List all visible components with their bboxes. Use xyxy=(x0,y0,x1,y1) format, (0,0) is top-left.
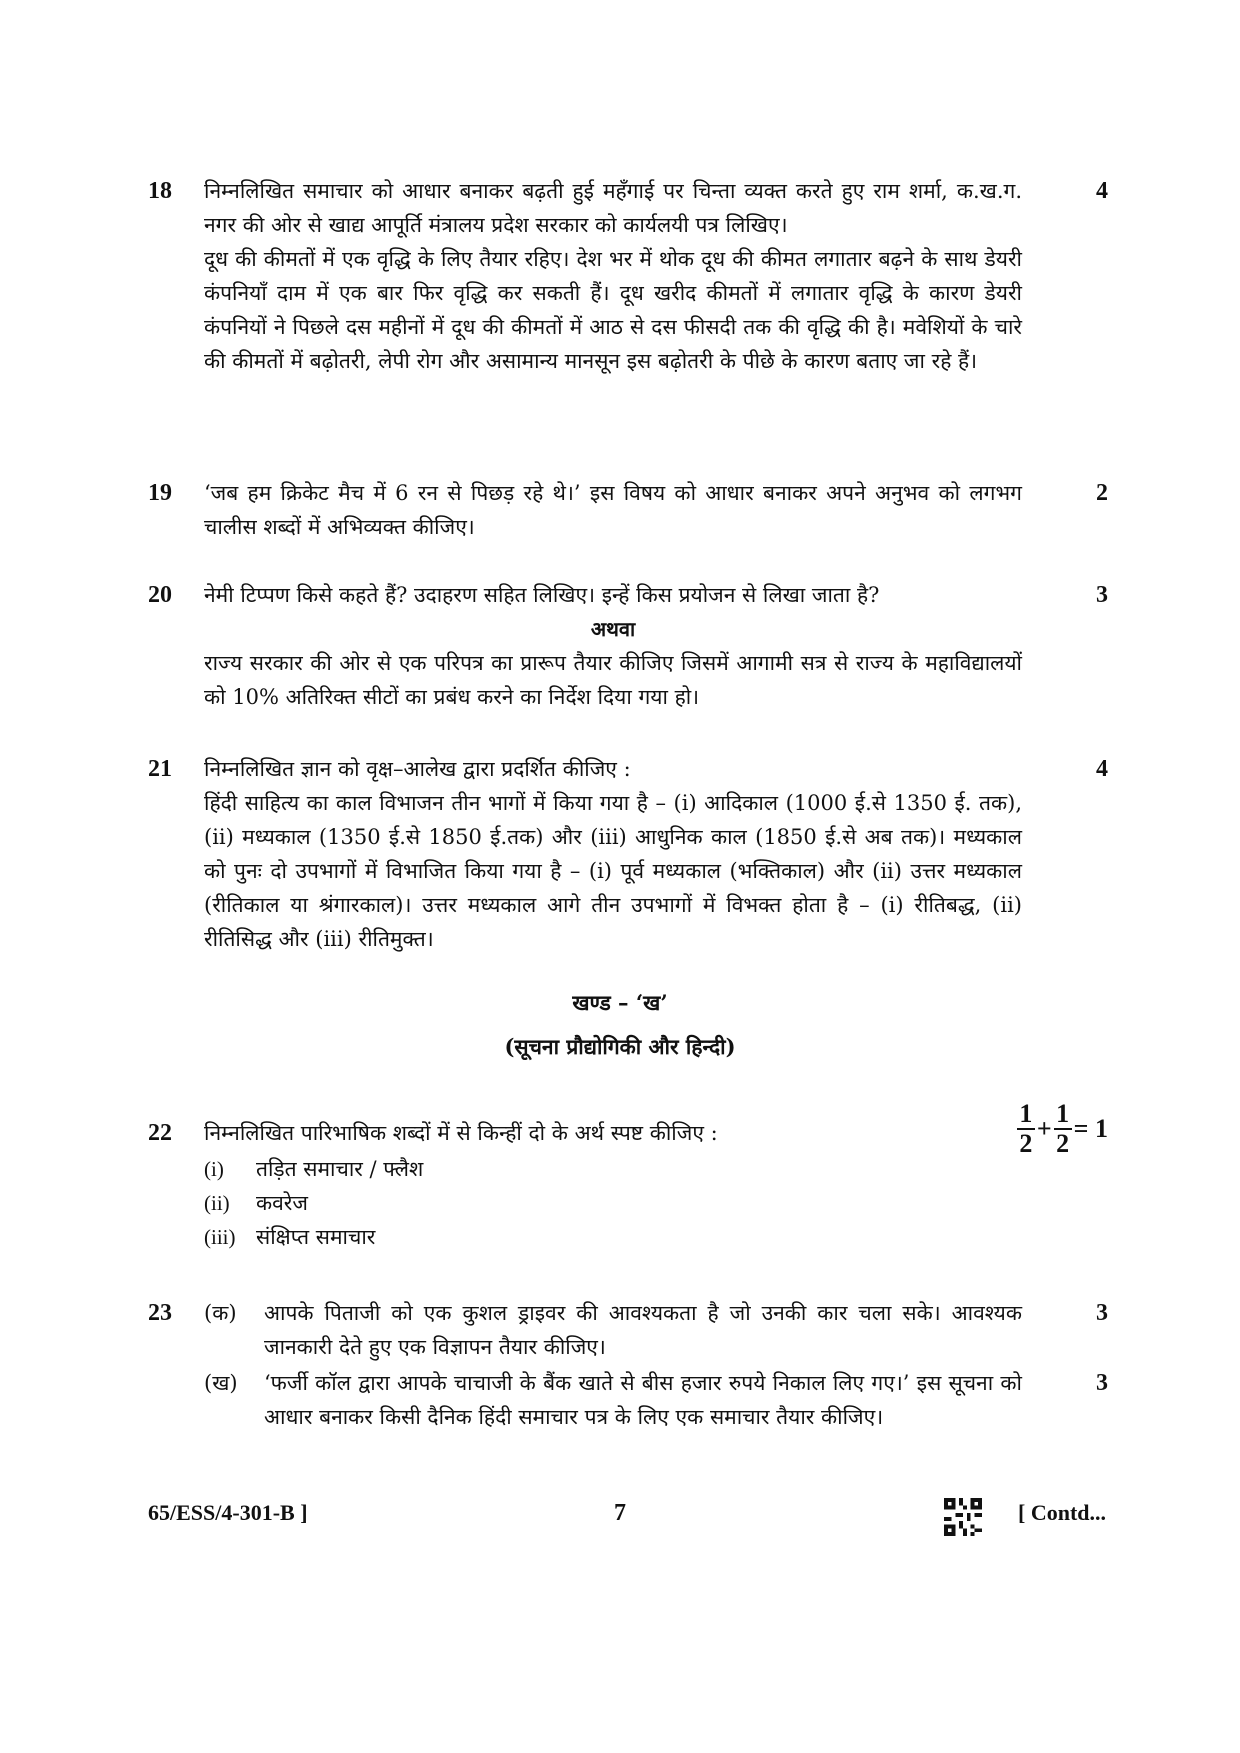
question-part-ka xyxy=(204,1296,1108,1364)
question-body xyxy=(204,1116,1022,1254)
qr-code-icon xyxy=(944,1498,982,1536)
continued-label: [ Contd... xyxy=(1018,1500,1107,1525)
question-marks: 3 xyxy=(1096,582,1108,608)
fraction-denominator: 2 xyxy=(1056,1129,1070,1158)
question-body xyxy=(204,174,1022,378)
question-marks: 4 xyxy=(1096,756,1108,782)
question-passage: हिंदी साहित्य का काल विभाजन तीन भागों में किया गया है – (i) आदिकाल (1000 ई.से 1350 ई. तक), (ii) मध्यकाल (1350 ई.से 1850 ई.तक) और (iii) आधुनिक काल (1850 ई.से अब तक)। मध्यकाल को पुनः दो उपभागों में विभाजित किया गया है – (i) पूर्व मध्यकाल (भक्तिकाल) और (ii) उत्तर मध्यकाल (रीतिकाल या श्रंगारकाल)। उत्तर मध्यकाल आगे तीन उपभागों में विभक्त होता है – (i) रीतिबद्ध, (ii) रीतिसिद्ध और (iii) रीतिमुक्त। xyxy=(204,791,1022,951)
paper-code: 65/ESS/4-301-B ] xyxy=(148,1500,308,1525)
fraction xyxy=(1054,1100,1072,1158)
question-number: 19 xyxy=(148,480,172,506)
question-passage: दूध की कीमतों में एक वृद्धि के लिए तैयार रहिए। देश भर में थोक दूध की कीमत लगातार बढ़ने के साथ डेयरी कंपनियाँ दाम में एक बार फिर वृद्धि कर सकती हैं। दूध खरीद कीमतों में लगातार वृद्धि के कारण डेयरी कंपनियों ने पिछले दस महीनों में दूध की कीमतों में आठ से दस फीसदी तक की वृद्धि की है। मवेशियों के चारे की कीमतों में बढ़ोतरी, लेपी रोग और असामान्य मानसून इस बढ़ोतरी के पीछे के कारण बताए जा रहे हैं। xyxy=(204,247,1022,373)
plus-sign: + xyxy=(1036,1114,1052,1143)
terms-list xyxy=(204,1152,1022,1254)
section-title: खण्ड – ‘ख’ xyxy=(572,990,668,1015)
question-text: नेमी टिप्पण किसे कहते हैं? उदाहरण सहित लिखिए। इन्हें किस प्रयोजन से लिखा जाता है? xyxy=(204,583,880,607)
part-marks: 3 xyxy=(1096,1370,1108,1396)
question-part-kha xyxy=(204,1366,1108,1434)
or-label: अथवा xyxy=(590,617,636,641)
item-term: कवरेज xyxy=(256,1191,308,1215)
fraction-marks xyxy=(1017,1100,1108,1158)
question-number: 22 xyxy=(148,1120,172,1146)
part-label: (क) xyxy=(204,1301,237,1325)
question-text: ‘जब हम क्रिकेट मैच में 6 रन से पिछड़ रहे थे।’ इस विषय को आधार बनाकर अपने अनुभव को लगभग चालीस शब्दों में अभिव्यक्त कीजिए। xyxy=(204,481,1022,539)
list-item xyxy=(204,1186,1022,1220)
item-numeral: (i) xyxy=(204,1157,224,1181)
fraction-numerator: 1 xyxy=(1019,1099,1033,1128)
fraction-denominator: 2 xyxy=(1019,1129,1033,1158)
page-number: 7 xyxy=(614,1500,626,1526)
item-term: संक्षिप्त समाचार xyxy=(256,1225,376,1249)
part-marks: 3 xyxy=(1096,1300,1108,1326)
question-text: निम्नलिखित पारिभाषिक शब्दों में से किन्हीं दो के अर्थ स्पष्ट कीजिए : xyxy=(204,1121,718,1145)
question-text: निम्नलिखित समाचार को आधार बनाकर बढ़ती हुई महँगाई पर चिन्ता व्यक्त करते हुए राम शर्मा, क.ख.ग. नगर की ओर से खाद्य आपूर्ति मंत्रालय प्रदेश सरकार को कार्यलयी पत्र लिखिए। xyxy=(204,179,1022,237)
question-body xyxy=(204,1296,1108,1434)
question-body xyxy=(204,752,1022,956)
question-marks: 2 xyxy=(1096,480,1108,506)
part-label: (ख) xyxy=(204,1371,238,1395)
list-item xyxy=(204,1152,1022,1186)
part-text: ‘फर्जी कॉल द्वारा आपके चाचाजी के बैंक खाते से बीस हजार रुपये निकाल लिए गए।’ इस सूचना को आधार बनाकर किसी दैनिक हिंदी समाचार पत्र के लिए एक समाचार तैयार कीजिए। xyxy=(264,1371,1022,1429)
section-subtitle: (सूचना प्रौद्योगिकी और हिन्दी) xyxy=(504,1034,736,1059)
question-number: 21 xyxy=(148,756,172,782)
part-text: आपके पिताजी को एक कुशल ड्राइवर की आवश्यकता है जो उनकी कार चला सके। आवश्यक जानकारी देते हुए एक विज्ञापन तैयार कीजिए। xyxy=(264,1301,1022,1359)
question-number: 20 xyxy=(148,582,172,608)
list-item xyxy=(204,1220,1022,1254)
question-body xyxy=(204,578,1022,714)
question-text: निम्नलिखित ज्ञान को वृक्ष–आलेख द्वारा प्रदर्शित कीजिए : xyxy=(204,757,631,781)
alternative-question: राज्य सरकार की ओर से एक परिपत्र का प्रारूप तैयार कीजिए जिसमें आगामी सत्र से राज्य के महाविद्यालयों को 10% अतिरिक्त सीटों का प्रबंध करने का निर्देश दिया गया हो। xyxy=(204,651,1022,709)
question-body xyxy=(204,476,1022,544)
item-term: तड़ित समाचार / फ्लैश xyxy=(256,1157,424,1181)
item-numeral: (iii) xyxy=(204,1225,236,1249)
item-numeral: (ii) xyxy=(204,1191,230,1215)
question-number: 18 xyxy=(148,178,172,204)
question-number: 23 xyxy=(148,1300,172,1326)
marks-total: = 1 xyxy=(1073,1114,1108,1143)
question-marks: 4 xyxy=(1096,178,1108,204)
fraction xyxy=(1017,1100,1035,1158)
fraction-numerator: 1 xyxy=(1056,1099,1070,1128)
